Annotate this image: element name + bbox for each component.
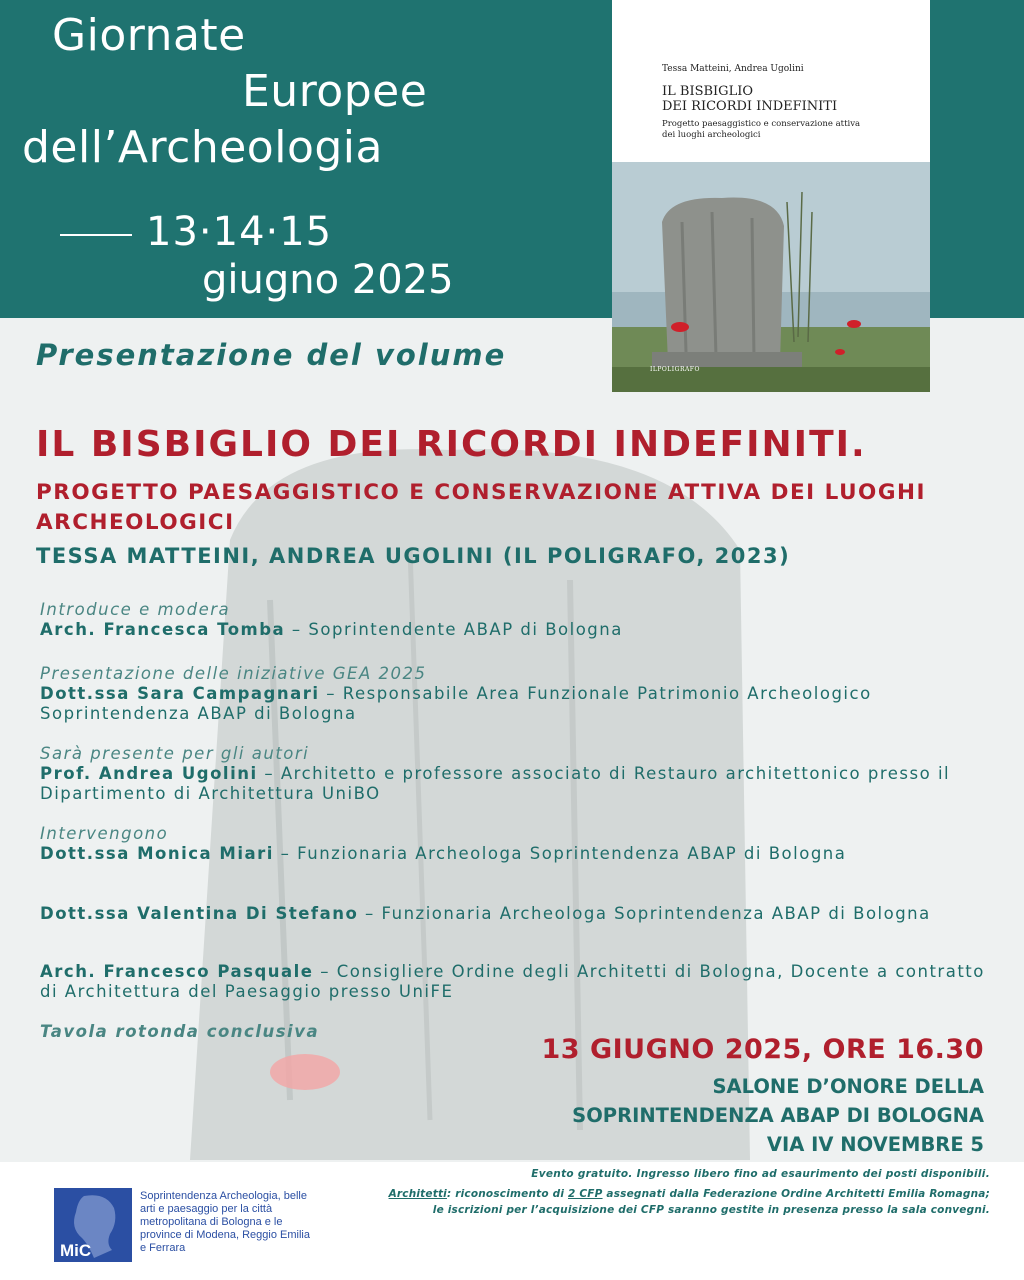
event-month-year: giugno 2025: [202, 257, 454, 303]
speaker-name: Prof. Andrea Ugolini: [40, 764, 258, 783]
cover-title-line2: DEI RICORDI INDEFINITI: [662, 99, 838, 114]
speaker-name: Dott.ssa Valentina Di Stefano: [40, 904, 359, 923]
program-item: [40, 600, 1000, 640]
speaker-desc: – Funzionaria Archeologa Soprintendenza ABAP di Bologna: [273, 844, 847, 863]
program-role: Sarà presente per gli autori: [40, 744, 310, 763]
cover-photo: [612, 162, 930, 392]
cover-publisher: ILPOLIGRAFO: [650, 366, 700, 373]
event-title-line2: Europee: [242, 66, 428, 117]
program-role: Intervengono: [40, 824, 169, 843]
cfp-text: : riconoscimento di: [446, 1188, 568, 1200]
presentazione-heading: Presentazione del volume: [36, 338, 507, 372]
speaker-name: Dott.ssa Monica Miari: [40, 844, 274, 863]
program-item: [40, 962, 1000, 1002]
book-authors: TESSA MATTEINI, ANDREA UGOLINI (IL POLIGRAFO, 2023): [36, 544, 791, 568]
mic-logo: [54, 1188, 132, 1262]
program-item: [40, 824, 1000, 864]
date-dash: [60, 234, 132, 236]
speaker-desc: – Consigliere Ordine degli Architetti di Bologna, Docente a contratto di Architettura del Paesaggio presso UniFE: [40, 962, 985, 1001]
cfp-label: Architetti: [388, 1188, 447, 1200]
speaker-desc: – Soprintendente ABAP di Bologna: [285, 620, 623, 639]
cfp-count: 2 CFP: [568, 1188, 603, 1200]
speaker-name: Arch. Francesco Pasquale: [40, 962, 314, 981]
program-item: [40, 744, 1000, 804]
speaker-desc: – Funzionaria Archeologa Soprintendenza ABAP di Bologna: [358, 904, 931, 923]
cfp-text: le iscrizioni per l’acquisizione dei CFP saranno gestite in presenza presso la sala convegni.: [432, 1204, 990, 1216]
cover-authors: Tessa Matteini, Andrea Ugolini: [662, 64, 804, 74]
speaker-name: Dott.ssa Sara Campagnari: [40, 684, 320, 703]
speaker-name: Arch. Francesca Tomba: [40, 620, 286, 639]
event-title-line1: Giornate: [52, 10, 246, 61]
free-entry-note: Evento gratuito. Ingresso libero fino ad esaurimento dei posti disponibili.: [531, 1168, 990, 1180]
cfp-note: [300, 1186, 990, 1218]
institution-name: Soprintendenza Archeologia, belle arti e paesaggio per la città metropolitana di Bologna e le province di Modena, Reggio Emilia e Ferrara: [140, 1190, 310, 1254]
program-item: [40, 904, 1000, 924]
program-item: [40, 664, 1000, 724]
event-title-line3: dell’Archeologia: [22, 122, 383, 173]
book-cover: [612, 0, 930, 392]
book-subtitle: PROGETTO PAESAGGISTICO E CONSERVAZIONE ATTIVA DEI LUOGHI ARCHEOLOGICI: [36, 480, 926, 535]
event-dates: 13·14·15: [146, 209, 333, 255]
cfp-text: assegnati dalla Federazione Ordine Architetti Emilia Romagna;: [602, 1188, 990, 1200]
venue-line3: VIA IV NOVEMBRE 5: [766, 1133, 984, 1156]
program-role: Introduce e modera: [40, 600, 231, 619]
footer: [0, 1162, 1024, 1280]
program-role: Tavola rotonda conclusiva: [40, 1022, 320, 1041]
venue-line1: SALONE D’ONORE DELLA: [712, 1075, 984, 1098]
speaker-desc: – Architetto e professore associato di Restauro architettonico presso il Dipartimento di Architettura UniBO: [40, 764, 951, 803]
book-title: IL BISBIGLIO DEI RICORDI INDEFINITI.: [36, 424, 867, 465]
event-date-time: 13 GIUGNO 2025, ORE 16.30: [541, 1034, 984, 1065]
logo-mark: MiC: [60, 1241, 92, 1260]
cover-title-line1: IL BISBIGLIO: [662, 84, 753, 99]
venue-line2: SOPRINTENDENZA ABAP DI BOLOGNA: [572, 1104, 984, 1127]
event-venue: [572, 1072, 984, 1159]
program-role: Presentazione delle iniziative GEA 2025: [40, 664, 427, 683]
cover-subtitle: Progetto paesaggistico e conservazione attiva dei luoghi archeologici: [662, 119, 861, 140]
cover-title: [662, 84, 922, 114]
speaker-desc: – Responsabile Area Funzionale Patrimonio Archeologico Soprintendenza ABAP di Bologna: [40, 684, 872, 723]
